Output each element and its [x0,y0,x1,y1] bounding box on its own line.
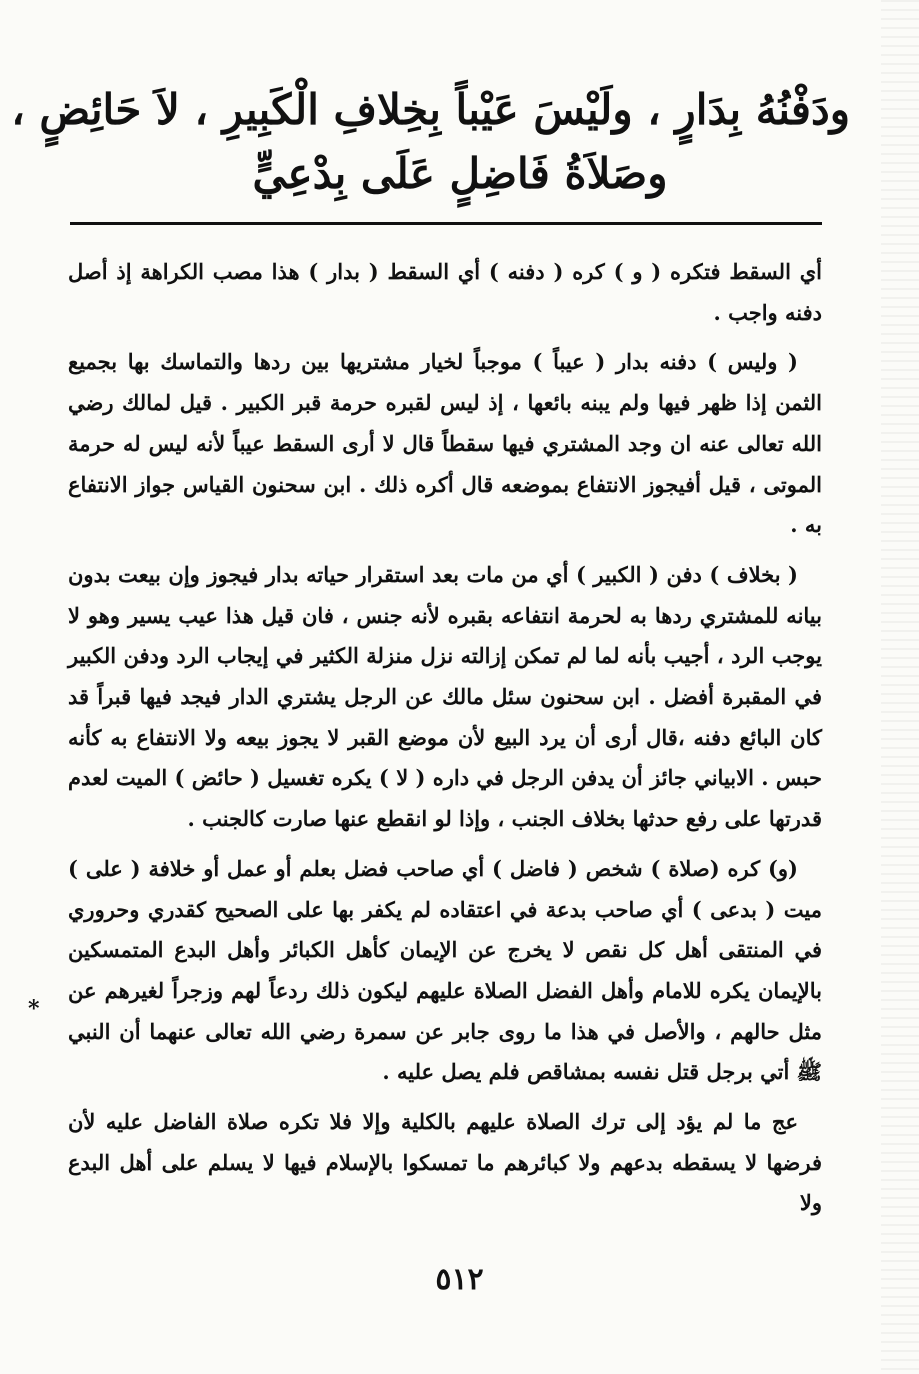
verse-line-2: وصَلاَةُ فَاضِلٍ عَلَى بِدْعِيٍّ [252,149,668,198]
paragraph: ( بخلاف ) دفن ( الكبير ) أي من مات بعد استقرار حياته بدار فيجوز وإن بيعت بدون بيانه للمشتري ردها به لحرمة انتفاعه بقبره لأنه جنس ، فان قيل هذا عيب يسير وهو لا يوجب الرد ، أجيب بأنه لما لم تمكن إزالته نزل منزلة الكثير في إيجاب الرد ودفن الكبير في المقبرة أفضل . ابن سحنون سئل مالك عن الرجل يشتري الدار فيجد فيها قبراً قد كان البائع دفنه ،قال أرى أن يرد البيع لأن موضع القبر لا يجوز بيعه ولا الانتفاع به كأنه حبس . الابياني جائز أن يدفن الرجل في داره ( لا ) يكره تغسيل ( حائض ) الميت لعدم قدرتها على رفع حدثها بخلاف الجنب ، وإذا لو انقطع عنها صارت كالجنب . [68,561,822,832]
paragraph: ( وليس ) دفنه بدار ( عيباً ) موجباً لخيار مشتريها بين ردها والتماسك بها بجميع الثمن إذا ظهر فيها ولم يبنه بائعها ، إذ ليس لقبره حرمة قبر الكبير . قيل لمالك رضي الله تعالى عنه ان وجد المشتري فيها سقطاً قال لا أرى السقط عيباً لأنه ليس له حرمة الموتى ، قيل أفيجوز الانتفاع بموضعه قال أكره ذلك . ابن سحنون القياس جواز الانتفاع به . [68,349,822,538]
scan-edge-noise [881,0,919,1374]
paragraph: عج ما لم يؤد إلى ترك الصلاة عليهم بالكلية وإلا فلا تكره صلاة الفاضل عليه لأن فرضها لا يسقطه بدعهم ولا كبائرهم ما تمسكوا بالإسلام فيها لا يسلم على أهل البدع ولا [68,1109,822,1216]
paragraph: أي السقط فتكره ( و ) كره ( دفنه ) أي السقط ( بدار ) هذا مصب الكراهة إذ أصل دفنه واجب . [68,259,822,325]
commentary-body [68,252,822,1233]
verse-header [11,78,850,206]
page-number: ٥١٢ [435,1262,484,1297]
paragraph: (و) كره (صلاة ) شخص ( فاضل ) أي صاحب فضل بعلم أو عمل أو خلافة ( على ) ميت ( بدعى ) أي صاحب بدعة في اعتقاده لم يكفر بها على الصحيح كقدري وحروري في المنتقى أهل كل نقص لا يخرج عن الإيمان كأهل الكبائر وأهل البدع المتمسكين بالإيمان يكره للامام وأهل الفضل الصلاة عليهم ليكون ذلك ردعاً لهم وزجراً لغيرهم عن مثل حالهم ، والأصل في هذا ما روى جابر عن سمرة رضي الله تعالى عنهما أن النبي ﷺ أتي برجل قتل نفسه بمشاقص فلم يصل عليه . [68,855,822,1085]
header-divider [70,222,822,225]
verse-line-1: ودَفْنُهُ بِدَارٍ ، ولَيْسَ عَيْباً بِخِلافِ الْكَبِيرِ ، لاَ حَائِضٍ ، [11,85,850,134]
margin-mark: * [28,996,40,1022]
